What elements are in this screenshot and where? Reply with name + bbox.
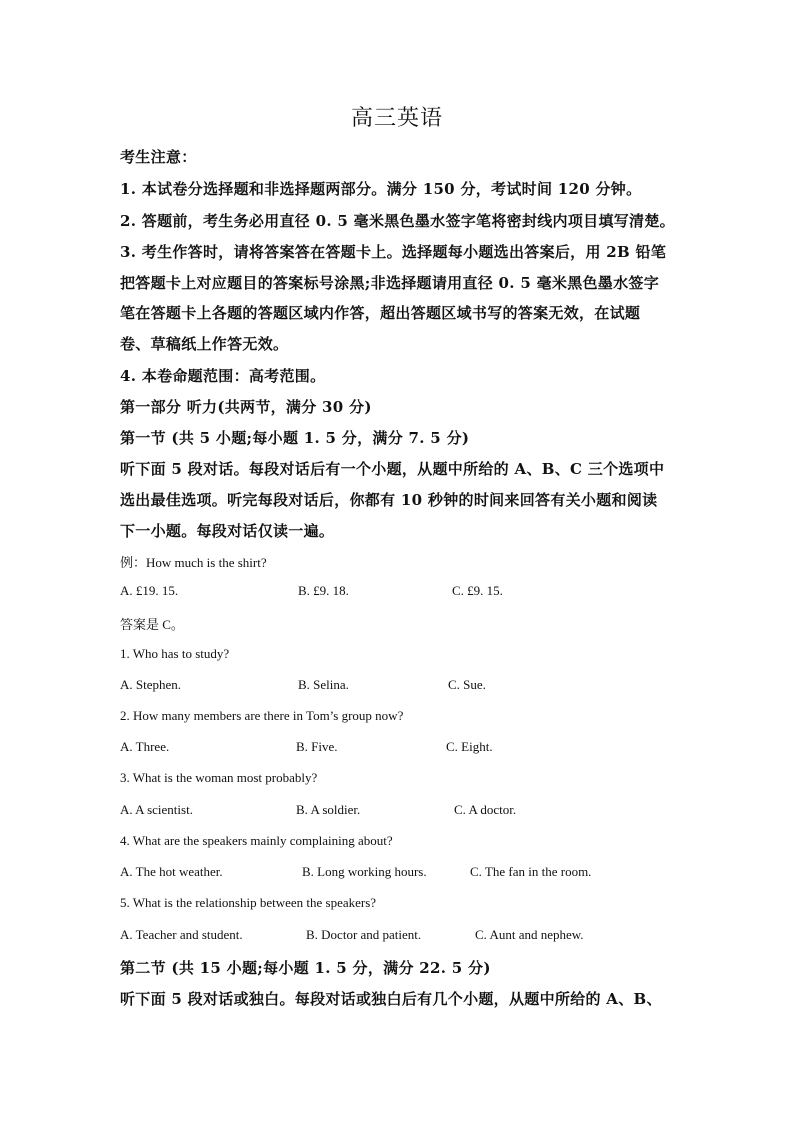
section-instructions: 听下面 5 段对话。每段对话后有一个小题，从题中所给的 A、B、C 三个选项中 xyxy=(120,460,665,478)
section-instructions: 下一小题。每段对话仅读一遍。 xyxy=(120,522,335,540)
notice-heading: 考生注意： xyxy=(120,148,197,166)
notice-item: 1. 本试卷分选择题和非选择题两部分。满分 150 分，考试时间 120 分钟。 xyxy=(120,180,642,198)
question-3-option-b: B. A soldier. xyxy=(296,802,361,817)
question-3-option-c: C. A doctor. xyxy=(454,802,517,817)
question-1: 1. Who has to study? xyxy=(120,646,230,661)
question-5: 5. What is the relationship between the speakers? xyxy=(120,895,377,910)
example-option-c: C. £9. 15. xyxy=(452,583,503,598)
section-heading: 第一节 (共 5 小题;每小题 1. 5 分，满分 7. 5 分) xyxy=(120,429,470,447)
question-4-option-a: A. The hot weather. xyxy=(120,864,223,879)
question-4-option-b: B. Long working hours. xyxy=(302,864,427,879)
part-heading: 第一部分 听力(共两节，满分 30 分) xyxy=(120,398,372,416)
question-1-option-b: B. Selina. xyxy=(298,677,349,692)
question-2: 2. How many members are there in Tom’s group now? xyxy=(120,708,404,723)
question-1-option-a: A. Stephen. xyxy=(120,677,182,692)
section-instructions: 听下面 5 段对话或独白。每段对话或独白后有几个小题，从题中所给的 A、B、 xyxy=(120,990,662,1008)
question-3: 3. What is the woman most probably? xyxy=(120,770,318,785)
question-5-option-a: A. Teacher and student. xyxy=(120,927,243,942)
question-2-option-a: A. Three. xyxy=(120,739,170,754)
notice-item: 笔在答题卡上各题的答题区域内作答，超出答题区域书写的答案无效，在试题 xyxy=(120,304,641,322)
question-4: 4. What are the speakers mainly complaining about? xyxy=(120,833,393,848)
question-5-option-b: B. Doctor and patient. xyxy=(306,927,422,942)
notice-item: 4. 本卷命题范围：高考范围。 xyxy=(120,367,326,385)
section-heading: 第二节 (共 15 小题;每小题 1. 5 分，满分 22. 5 分) xyxy=(120,959,491,977)
question-5-option-c: C. Aunt and nephew. xyxy=(475,927,584,942)
question-2-option-b: B. Five. xyxy=(296,739,338,754)
notice-item: 卷、草稿纸上作答无效。 xyxy=(120,335,289,353)
question-3-option-a: A. A scientist. xyxy=(120,802,193,817)
example-option-a: A. £19. 15. xyxy=(120,583,179,598)
example-option-b: B. £9. 18. xyxy=(298,583,349,598)
question-1-option-c: C. Sue. xyxy=(448,677,486,692)
notice-item: 把答题卡上对应题目的答案标号涂黑;非选择题请用直径 0. 5 毫米黑色墨水签字 xyxy=(120,274,660,292)
section-instructions: 选出最佳选项。听完每段对话后，你都有 10 秒钟的时间来回答有关小题和阅读 xyxy=(120,491,658,509)
example-question: 例：How much is the shirt? xyxy=(120,555,267,570)
question-2-option-c: C. Eight. xyxy=(446,739,493,754)
page-title: 高三英语 xyxy=(350,106,443,131)
question-4-option-c: C. The fan in the room. xyxy=(470,864,592,879)
example-answer: 答案是 C。 xyxy=(120,617,184,632)
notice-item: 3. 考生作答时，请将答案答在答题卡上。选择题每小题选出答案后，用 2B 铅笔 xyxy=(120,243,667,261)
notice-item: 2. 答题前，考生务必用直径 0. 5 毫米黑色墨水签字笔将密封线内项目填写清楚。 xyxy=(120,212,675,230)
